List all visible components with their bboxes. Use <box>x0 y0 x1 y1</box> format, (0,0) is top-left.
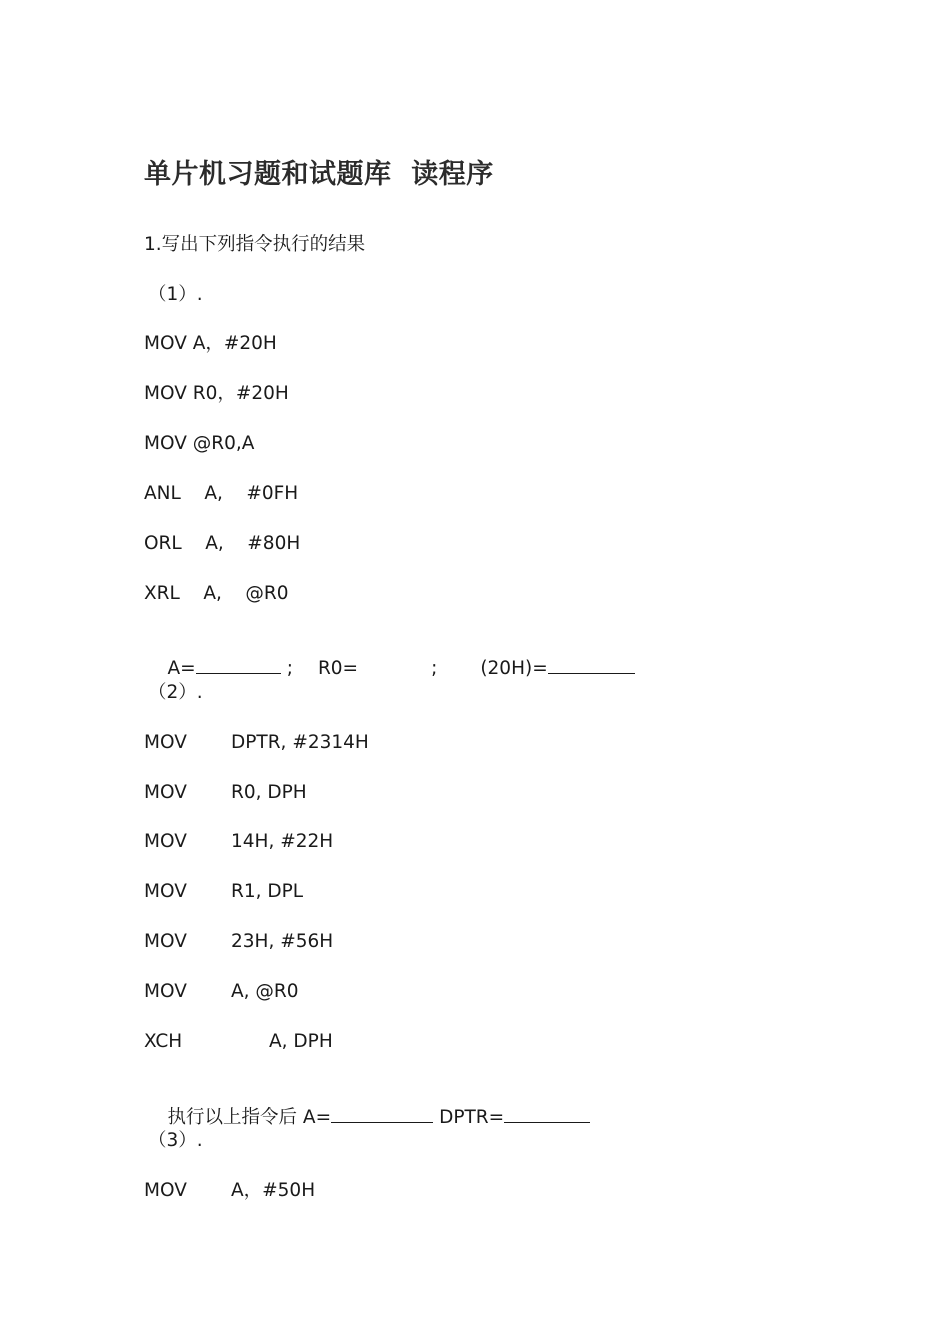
opcode: MOV <box>144 1180 187 1201</box>
answer-blank-dptr[interactable] <box>504 1104 590 1123</box>
opcode: XCH <box>144 1031 183 1052</box>
operands: A, DPH <box>269 1031 333 1052</box>
mem-label: (20H)= <box>480 658 548 679</box>
code-line <box>144 731 369 755</box>
operands: 23H, #56H <box>231 931 334 952</box>
code-line <box>144 930 333 954</box>
operands: R0, DPH <box>231 782 307 803</box>
code-line <box>144 830 333 854</box>
opcode: MOV <box>144 981 187 1002</box>
code-line: MOV @R0,A <box>144 433 255 454</box>
page-title: 单片机习题和试题库 读程序 <box>144 159 494 190</box>
code-line: ANL A, #0FH <box>144 483 299 504</box>
operands: R1, DPL <box>231 881 304 902</box>
question-heading: 1.写出下列指令执行的结果 <box>144 234 366 255</box>
a-label: A= <box>167 658 196 679</box>
separator: ; <box>431 658 438 679</box>
opcode: MOV <box>144 782 187 803</box>
operands: 14H, #22H <box>231 831 334 852</box>
operands: DPTR, #2314H <box>231 732 369 753</box>
opcode: MOV <box>144 881 187 902</box>
opcode: MOV <box>144 732 187 753</box>
dptr-label: DPTR= <box>439 1107 505 1128</box>
part-2-label: （2）. <box>148 682 203 703</box>
r0-label: R0= <box>317 658 359 679</box>
operands: A, @R0 <box>231 981 299 1002</box>
code-line <box>144 880 303 904</box>
code-line <box>144 781 307 805</box>
code-line: XRL A, @R0 <box>144 583 289 604</box>
code-line: ORL A, #80H <box>144 533 301 554</box>
code-line <box>144 980 299 1004</box>
result-prefix: 执行以上指令后 A= <box>167 1107 332 1128</box>
answer-blank-20h[interactable] <box>548 655 635 674</box>
code-line: MOV A，#20H <box>144 333 277 354</box>
separator: ; <box>286 658 293 679</box>
code-line <box>144 1030 333 1054</box>
code-line: MOV R0，#20H <box>144 383 289 404</box>
part-3-label: （3）. <box>148 1130 203 1151</box>
operands: A，#50H <box>231 1180 316 1201</box>
opcode: MOV <box>144 931 187 952</box>
code-line <box>144 1179 315 1203</box>
opcode: MOV <box>144 831 187 852</box>
answer-line-1 <box>144 631 635 705</box>
answer-line-2 <box>144 1080 590 1154</box>
answer-blank-a[interactable] <box>196 655 281 674</box>
answer-blank-a[interactable] <box>331 1104 433 1123</box>
part-1-label: （1）. <box>148 284 203 305</box>
